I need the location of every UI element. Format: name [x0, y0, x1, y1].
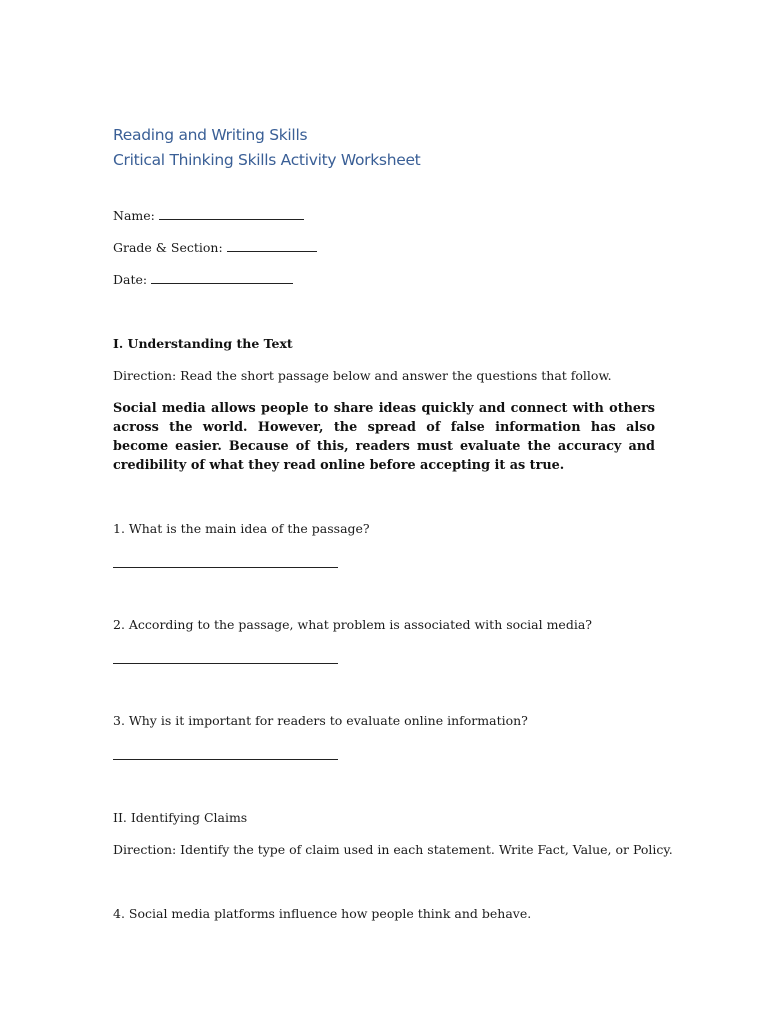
grade-section-blank — [227, 241, 317, 252]
date-label: Date: — [113, 272, 148, 287]
name-blank — [159, 209, 304, 220]
section-2-direction: Direction: Identify the type of claim used in each statement. Write Fact, Value, or Policy. — [113, 842, 673, 857]
answer-line-1 — [113, 567, 338, 568]
section-2-heading: II. Identifying Claims — [113, 810, 248, 825]
grade-section-label: Grade & Section: — [113, 240, 223, 255]
date-blank — [151, 273, 293, 284]
grade-section-field — [113, 240, 317, 256]
section-1-heading: I. Understanding the Text — [113, 336, 293, 351]
name-field — [113, 208, 304, 224]
reading-passage: Social media allows people to share ideas quickly and connect with others across the world. However, the spread of false information has also become easier. Because of this, readers must evaluate the accuracy and credibility of what they read online before accepting it as true. — [113, 401, 655, 473]
section-1-direction: Direction: Read the short passage below and answer the questions that follow. — [113, 368, 612, 383]
document-subtitle: Critical Thinking Skills Activity Worksheet — [113, 151, 421, 169]
claim-item-4: 4. Social media platforms influence how people think and behave. — [113, 906, 532, 921]
date-field — [113, 272, 293, 288]
name-label: Name: — [113, 208, 155, 223]
document-title: Reading and Writing Skills — [113, 126, 308, 144]
question-3: 3. Why is it important for readers to evaluate online information? — [113, 713, 528, 728]
answer-line-2 — [113, 663, 338, 664]
question-1: 1. What is the main idea of the passage? — [113, 521, 370, 536]
question-2: 2. According to the passage, what problem is associated with social media? — [113, 617, 592, 632]
answer-line-3 — [113, 759, 338, 760]
